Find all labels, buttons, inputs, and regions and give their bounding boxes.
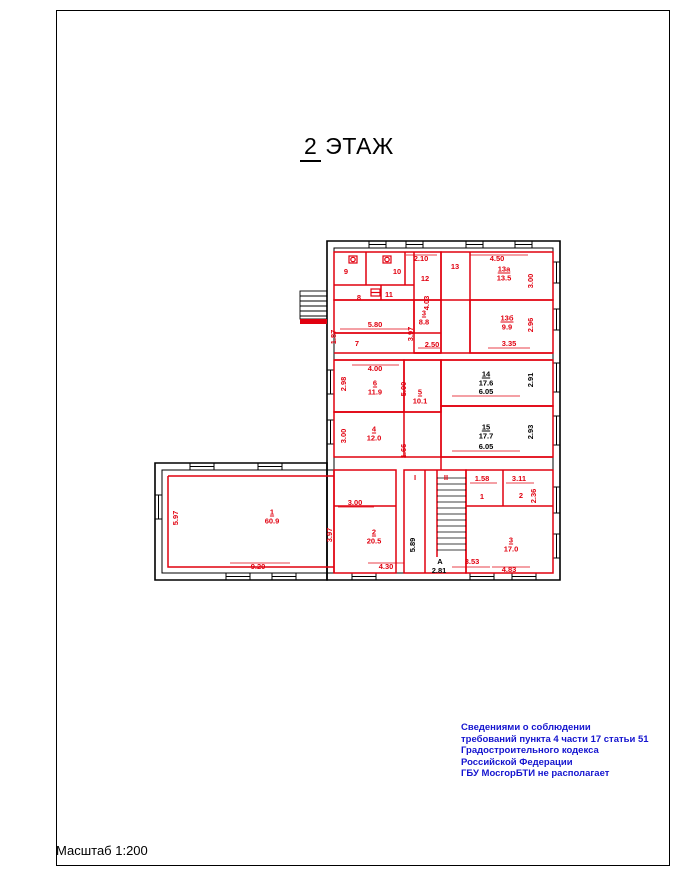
dimension: 3.11 — [511, 473, 527, 483]
room-area: 11.9 — [367, 387, 383, 396]
dimension: 4.30 — [378, 561, 394, 571]
room-number: 13a — [497, 264, 511, 274]
dimension: 3.53 — [464, 556, 480, 566]
dimension: 1.58 — [474, 473, 490, 483]
scale-label: Масштаб 1:200 — [56, 843, 148, 858]
floor-word: ЭТАЖ — [325, 133, 394, 159]
room-tag: I — [413, 472, 417, 482]
dimension: 2.96 — [525, 317, 535, 333]
room-label — [367, 529, 382, 546]
room-label — [479, 371, 494, 388]
room-number: 15 — [481, 422, 491, 432]
dimension: 5.97 — [170, 510, 180, 526]
room-number: 6 — [372, 378, 378, 388]
room-number: 2 — [371, 527, 377, 537]
room-label — [504, 537, 519, 554]
room-number: 13б — [500, 313, 514, 323]
floor-number: 2 — [300, 133, 321, 162]
dimension: 2.91 — [525, 372, 535, 388]
room-label — [501, 315, 514, 332]
notice-line: ГБУ МосгорБТИ не располагает — [461, 768, 610, 779]
dimension: 4.83 — [501, 564, 517, 574]
room-area: 10.1 — [412, 396, 428, 405]
dimension: 3.35 — [501, 338, 517, 348]
dimension: 4.03 — [421, 295, 431, 311]
notice-line: Сведениями о соблюдении — [461, 722, 591, 733]
dimension: 2.50 — [424, 339, 440, 349]
room-label — [419, 310, 429, 327]
dimension: 2.10 — [413, 253, 429, 263]
room-area: 17.0 — [503, 544, 519, 553]
notice-line: Градостроительного кодекса — [461, 745, 599, 756]
dimension: 5.00 — [398, 381, 408, 397]
dimension: 2.98 — [338, 376, 348, 392]
room-area: 17.7 — [478, 431, 494, 440]
room-area: 12.0 — [366, 433, 382, 442]
dimension: 1.66 — [398, 443, 408, 459]
room-tag: 13 — [450, 261, 460, 271]
notice-line: требований пункта 4 части 17 статьи 51 — [461, 733, 649, 745]
room-tag: 10 — [392, 266, 402, 276]
dimension: 9.20 — [250, 561, 266, 571]
room-tag: 7 — [354, 338, 360, 348]
dimension: 2.36 — [528, 488, 538, 504]
dimension: 3.97 — [324, 527, 334, 543]
room-label — [265, 509, 280, 526]
room-label — [413, 389, 428, 406]
room-area: 20.5 — [366, 536, 382, 545]
dimension: 1.87 — [328, 329, 338, 345]
room-area: 60.9 — [264, 516, 280, 525]
room-area: 17.6 — [478, 378, 494, 387]
dimension: 4.50 — [489, 253, 505, 263]
dimension: 5.80 — [367, 319, 383, 329]
bti-notice — [461, 722, 649, 780]
dimension: 6.05 — [478, 386, 494, 396]
dimension: 4.00 — [367, 363, 383, 373]
room-number: 3 — [421, 308, 427, 318]
room-tag: 11 — [385, 289, 393, 299]
dimension: 6.05 — [478, 441, 494, 451]
room-tag: 12 — [420, 273, 430, 283]
room-tag: II — [443, 472, 449, 482]
room-tag: 9 — [343, 266, 349, 276]
room-number: 5 — [417, 387, 423, 397]
room-area: 9.9 — [501, 322, 513, 331]
room-area: 8.8 — [418, 317, 430, 326]
room-tag: 1 — [479, 491, 485, 501]
dimension: 3.00 — [347, 497, 363, 507]
room-tag: 2 — [518, 490, 524, 500]
room-tag: 8 — [356, 292, 362, 302]
room-number: 1 — [269, 507, 275, 517]
room-label — [368, 380, 382, 397]
room-label — [497, 266, 512, 283]
room-area: 13.5 — [496, 273, 512, 282]
dimension: 5.89 — [407, 537, 417, 553]
room-number: 3 — [508, 535, 514, 545]
dimension: 3.97 — [405, 326, 415, 342]
room-tag: A — [437, 556, 443, 566]
room-label — [479, 424, 494, 441]
dimension: 2.93 — [525, 424, 535, 440]
dimension: 3.00 — [338, 428, 348, 444]
room-number: 14 — [481, 369, 491, 379]
dimension: 3.00 — [525, 273, 535, 289]
room-label — [367, 426, 382, 443]
dimension: 2.81 — [431, 565, 447, 575]
notice-line: Российской Федерации — [461, 756, 573, 768]
room-number: 4 — [371, 424, 377, 434]
